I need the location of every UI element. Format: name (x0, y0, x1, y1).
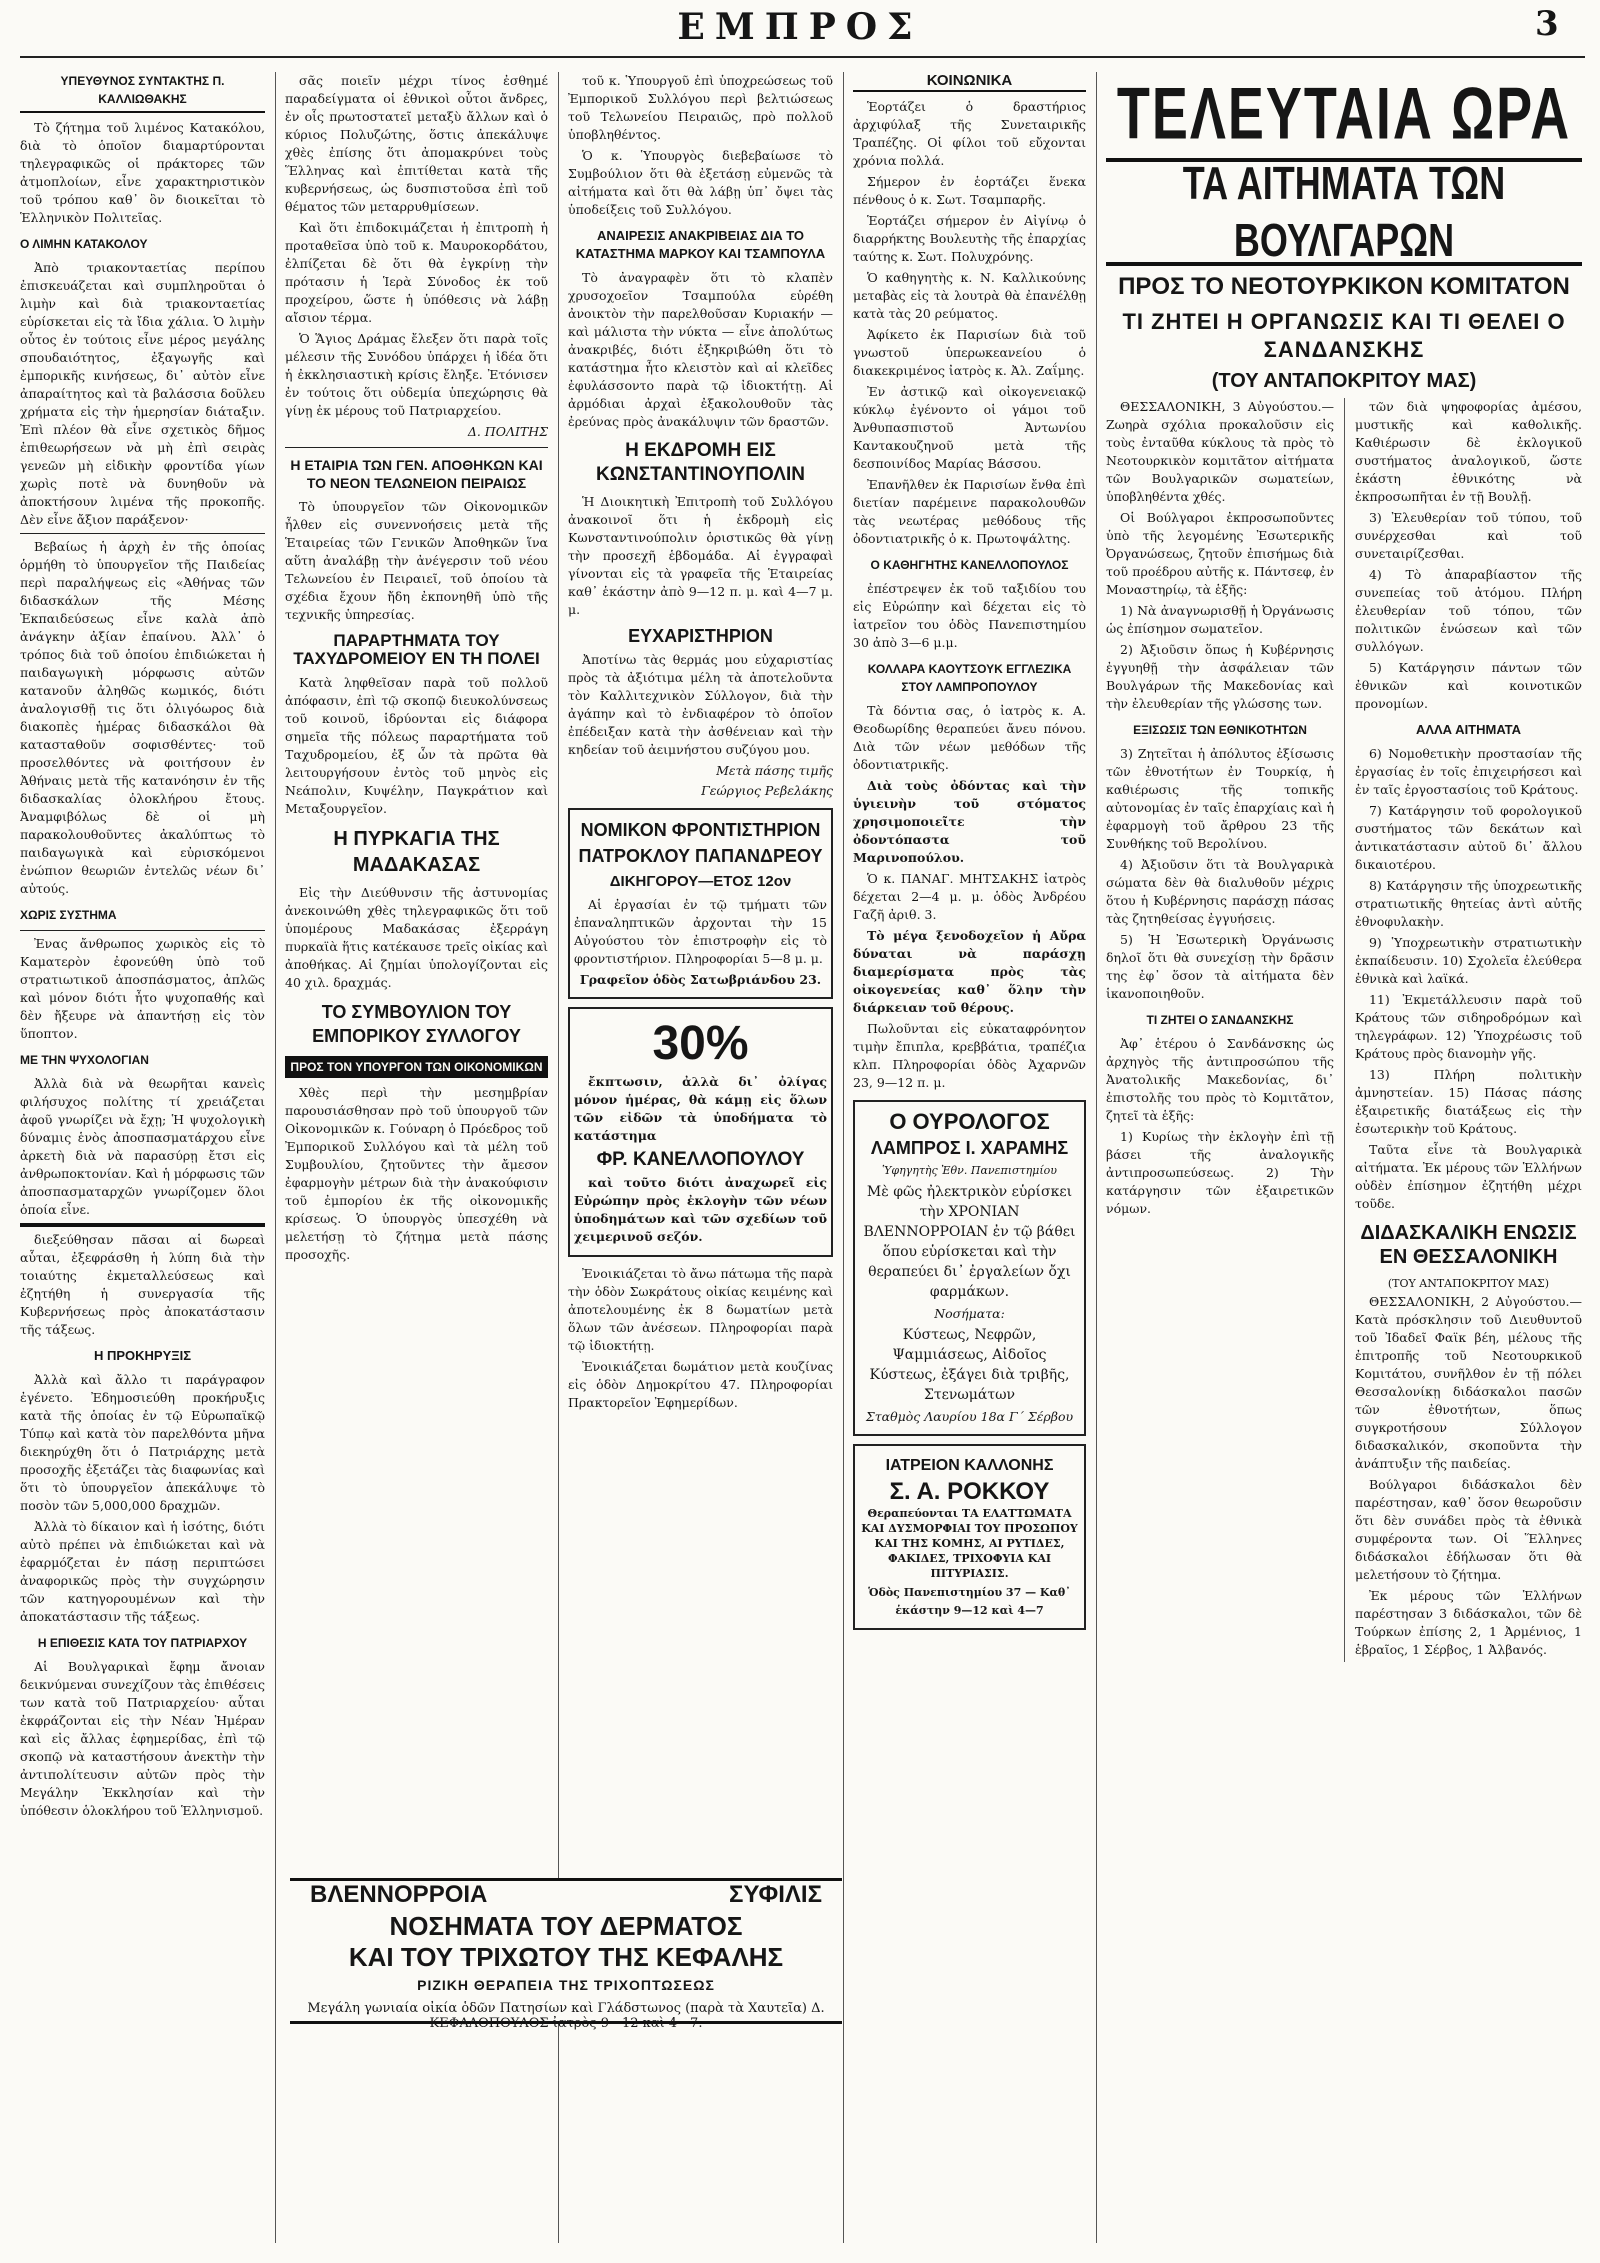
section-heading: Ο ΚΑΘΗΓΗΤΗΣ ΚΑΝΕΛΛΟΠΟΥΛΟΣ (870, 558, 1069, 572)
section-heading: ΑΛΛΑ ΑΙΤΗΜΑΤΑ (1415, 722, 1522, 737)
article-paragraph: Αἱ Βουλγαρικαὶ ἔφημ ἄνοιαν δεικνύμεναι συνεχίζουν τὰς ἐπιθέσεις των κατὰ τοῦ Πατριαρχείου· αὗται ἐκφράζονται εἰς τὴν Νέαν Ἡμέραν καὶ εἰς ἄλλας ἐφημερίδας, ἐπὶ τῷ σκοπῷ νὰ καταστήσουν ἀνεκτὴν τὴν ἀντιπολίτευσιν αὐτῶν πρὸς τὴν Μεγάλην Ἐκκλησίαν καὶ τὴν ὑπόθεσιν ὁλοκλήρου τοῦ Ἑλληνισμοῦ. (20, 1659, 265, 1818)
article-paragraph: 8) Κατάργησιν τῆς ὑποχρεωτικῆς στρατιωτικῆς θητείας ἀντὶ αὐτῆς ἐθνοφυλακὴν. (1354, 878, 1582, 929)
section-heading: ΔΙΔΑΣΚΑΛΙΚΗ ΕΝΩΣΙΣ ΕΝ ΘΕΣΣΑΛΟΝΙΚΗ (1360, 1222, 1577, 1268)
signature: Δ. ΠΟΛΙΤΗΣ (467, 424, 548, 439)
article-paragraph: Ἐνας ἄνθρωπος χωρικὸς εἰς τὸ Καματερὸν ἐφονεύθη ὑπὸ τοῦ στρατιωτικοῦ ἀποσπάσματος, ἀπλῶς καὶ μόνον διότι ἦτο ψυχοπαθής καὶ δὲν ἤξευρε νὰ ἀπαντήσῃ εἰς τὸν ὕποπτον. (20, 936, 265, 1041)
section-heading: ΚΟΛΛΑΡΑ ΚΑΟΥΤΣΟΥΚ ΕΓΓΛΕΖΙΚΑ ΣΤΟΥ ΛΑΜΠΡΟΠΟΥΛΟΥ (867, 662, 1072, 694)
column-5 (1106, 72, 1582, 2243)
correspondent-line: (ΤΟΥ ΑΝΤΑΠΟΚΡΙΤΟΥ ΜΑΣ) (1211, 370, 1477, 392)
section-heading: Η ΠΥΡΚΑΓΙΑ ΤΗΣ ΜΑΔΑΚΑΣΑΣ (333, 828, 500, 876)
social-item: Ἐπανῆλθεν ἐκ Παρισίων ἔνθα ἐπὶ διετίαν παρέμεινε παρακολουθῶν τὰς νεωτέρας μεθόδους τῆς ὀδοντιατρικῆς ὁ κ. Πρωτοψάλτης. (853, 477, 1086, 546)
article-paragraph: Ὁ κ. Ὑπουργὸς διεβεβαίωσε τὸ Συμβούλιον ὅτι θὰ ἐξετάσῃ εὐμενῶς τὰ αἰτήματα καὶ ὅτι θὰ λάβῃ ὑπ᾽ ὄψει τὰς ὑποδείξεις τοῦ Συλλόγου. (568, 148, 833, 217)
two-column-body (1106, 398, 1582, 1662)
article-paragraph: Ἀφ᾽ ἑτέρου ὁ Σανδάνσκης ὡς ἀρχηγὸς τῆς ἀντιπροσώπου τῆς Ἀνατολικῆς Μακεδονίας, δι᾽ ἐπιστολῆς του πρὸς τὸ Κομιτᾶτον, ζητεῖ τὰ ἑξῆς: (1106, 1036, 1334, 1123)
article-paragraph: διεξεύθησαν πᾶσαι αἱ δωρεαὶ αὗται, ἐξεφράσθη ἡ λύπη διὰ τὴν τοιαύτης ἐκμεταλλεύσεως καὶ ἐζητήθη ἡ συνεργασία τῆς Κυβερνήσεως πρὸς ἀποκατάστασιν τῆς τάξεως. (20, 1232, 265, 1337)
article-paragraph: Χθὲς περὶ τὴν μεσημβρίαν παρουσιάσθησαν πρὸ τοῦ ὑπουργοῦ τῶν Οἰκονομικῶν κ. Γούναρη ὁ Πρόεδρος τοῦ Ἐμπορικοῦ Συλλόγου καὶ τὰ μέλη τοῦ Συμβουλίου, ζητοῦντες τὴν ἄμεσον ἐφαρμογὴν μέτρων διὰ τὴν ἀνακούφισιν τοῦ ἐμπορίου ἐκ τῆς οἰκονομικῆς κρίσεως. Ὁ ὑπουργὸς ὑπεσχέθη νὰ μελετήσῃ τὸ ζήτημα μετὰ πάσης προσοχῆς. (285, 1085, 548, 1262)
section-heading: ΤΟ ΣΥΜΒΟΥΛΙΟΝ ΤΟΥ ΕΜΠΟΡΙΚΟΥ ΣΥΛΛΟΓΟΥ (312, 1002, 521, 1046)
main-headline: ΤΑ ΑΙΤΗΜΑΤΑ ΤΩΝ ΒΟΥΛΓΑΡΩΝ (1182, 156, 1506, 267)
ad-text: Μὲ φῶς ἠλεκτρικὸν εὑρίσκει τὴν ΧΡΟΝΙΑΝ ΒΛΕΝΝΟΡΡΟΙΑΝ ἐν τῷ βάθει ὅπου εὑρίσκεται καὶ τὴν θεραπεύει δι᾽ ἐργαλείων ὄχι φαρμάκων. (863, 1184, 1076, 1300)
article-paragraph: 4) Τὸ ἀπαραβίαστον τῆς συνεπείας τοῦ ἀτόμου. Πλήρη ἐλευθερίαν τοῦ τόπου, τῶν πολιτικῶν ἑνώσεων καὶ τῶν συλλόγων. (1354, 567, 1582, 654)
urologist-ad (853, 1100, 1086, 1436)
section-subheading: ΠΡΟΣ ΤΟΝ ΥΠΟΥΡΓΟΝ ΤΩΝ ΟΙΚΟΝΟΜΙΚΩΝ (285, 1056, 548, 1078)
divider (20, 533, 265, 534)
social-item: Σήμερον ἐν ἑορτάζει ἕνεκα πένθους ὁ κ. Σωτ. Τσαμπαρῆς. (853, 174, 1086, 207)
column-rule (275, 72, 276, 2243)
correspondent-line: (ΤΟΥ ΑΝΤΑΠΟΚΡΙΤΟΥ ΜΑΣ) (1387, 1277, 1550, 1290)
article-paragraph: Βεβαίως ἡ ἀρχὴ ἐν τῆς ὁποίας ὁρμήθη τὸ ὑπουργεῖον τῆς Παιδείας περὶ παραλήψεως εἰς «Ἀθήνας τῶν διδασκάλων τῆς Μέσης Ἐκπαιδεύσεως εἶνε καλὰ ἀπὸ ἀνάγκην ἀξίαν ἐπαίνου. Ἀλλ᾽ ὁ τρόπος διὰ τοῦ ὁποίου ἐπιδιώκεται ἡ παιδαγωγικὴ μόρφωσις αὐτῶν κατανοῦν ἀληθῶς κωμικός, διότι ἀναλογισθῇ τις ὅτι ὀλιγόωρος διὰ διακοπὲς ἡμέρας διδασκάλοι θὰ κατασταθοῦν σοφισθέντες· τοῦ προσελθόντες νὰ φοιτήσουν ἐν Ἀθήναις μετὰ τῆς κατανόησιν ἐν τῆς διδασκαλίας ὀλοκλήρου ἔτους. Ἀναμφιβόλως δὲ οἱ μὴ παρακολουθοῦντες ἀκαλύπτως τὸ παιδαγωγικὰ καὶ εὐρισκόμενοι ἐνώπιον θεωριῶν ἐντελῶς νέων δι᾽ αὐτούς. (20, 539, 265, 896)
body-left (1106, 398, 1334, 1662)
article-paragraph: Τὸ ὑπουργεῖον τῶν Οἰκονομικῶν ἦλθεν εἰς συνεννοήσεις μετὰ τῆς Ἑταιρείας τῶν Γενικῶν Ἀποθηκῶν ἵνα αὕτη ἀναλάβῃ τὴν ἀνέγερσιν τοῦ νέου Τελωνείου ἐν Πειραιεῖ, τοῦ ὁποίου τὰ σχέδια ἔχουν ἤδη ἐκπονηθῆ ὑπὸ τῆς τεχνικῆς ὑπηρεσίας. (285, 499, 548, 622)
side-heading: ΜΕ ΤΗΝ ΨΥΧΟΛΟΓΙΑΝ (20, 1053, 149, 1067)
ad-left-label: ΒΛΕΝΝΟΡΡΟΙΑ (310, 1881, 488, 1908)
ad-text: Κύστεως, Νεφρῶν, Ψαμμιάσεως, Αἰδοῖος Κύστεως, ἐξάγει διὰ τριβῆς, Στενωμάτων (869, 1327, 1070, 1403)
side-heading: ΧΩΡΙΣ ΣΥΣΤΗΜΑ (20, 908, 117, 922)
section-heading: ΕΞΙΣΩΣΙΣ ΤΩΝ ΕΘΝΙΚΟΤΗΤΩΝ (1133, 723, 1307, 737)
ad-text: ἔκπτωσιν, ἀλλὰ δι᾽ ὀλίγας μόνον ἡμέρας, θὰ κάμῃ εἰς ὅλων τῶν εἰδῶν τὰ ὑποδήματα τὸ κατάστημα (574, 1074, 827, 1143)
masthead-rule (20, 56, 1585, 58)
ad-subtitle: Ὑφηγητὴς Ἐθν. Πανεπιστημίου (882, 1164, 1057, 1177)
law-tutoring-ad (568, 808, 833, 999)
section-heading: ΤΙ ΖΗΤΕΙ Ο ΣΑΝΔΑΝΣΚΗΣ (1146, 1013, 1294, 1027)
article-paragraph: 9) Ὑποχρεωτικὴν στρατιωτικὴν ἐκπαίδευσιν. 10) Σχολεῖα ἐλεύθερα ἐθνικὰ καὶ λαϊκά. (1354, 935, 1582, 986)
ad-right-label: ΣΥΦΙΛΙΣ (729, 1881, 822, 1908)
article-paragraph: Ἐκ μέρους τῶν Ἑλλήνων παρέστησαν 3 διδάσκαλοι, τῶν δὲ Τούρκων ἐπίσης 2, 1 Ἀρμένιος, 1 ἑβραῖος, 1 Σέρβος, 1 Ἀλβανός. (1354, 1588, 1582, 1657)
article-paragraph: Ἀπὸ τριακονταετίας περίπου ἐπισκευάζεται καὶ συμπληροῦται ὁ λιμὴν καὶ διὰ τριακονταετίας εὑρίσκεται εἰς τὰ ἴδια χάλια. Ὁ λιμὴν οὗτος ἐν τούτοις εἶνε μέρος μεγάλης σπουδαιότητος, ἐξαγωγῆς καὶ ἐμπορικῆς κινήσεως, δι᾽ αὐτὸν εἶνε ἀπαραίτητος καὶ τὰ βαλάσσια δοῦλευ χρήματα εἰς τὴν ἡμερησίαν διάταξιν. Ἐπὶ πλέον θὰ εἶνε σχετικὸς δῆμος ἐπιθεωρήσεων νὰ μὴ ἐπὶ σειρὰς γενεῶν μὴ εἰδικὴν φροντίδα γίων χωρὶς ποτὲ νὰ δυνηθοῦν νὰ ἀποκτήσουν λιμένα τῆς προκοπῆς. Δὲν εἶνε ἄξιον παράξενον· (20, 260, 265, 527)
ad-title: ΚΑΙ ΤΟΥ ΤΡΙΧΩΤΟΥ ΤΗΣ ΚΕΦΑΛΗΣ (348, 1942, 784, 1972)
article-paragraph: Κατὰ ληφθεῖσαν παρὰ τοῦ πολλοῦ ἀπόφασιν, ἐπὶ τῷ σκοπῷ διευκολύνσεως τοῦ κοινοῦ, ἱδρύονται εἰς διάφορα σημεῖα τῆς πόλεως παραρτήματα τοῦ Ταχυδρομείου, ἐξ ὧν τὰ πρῶτα θὰ λειτουργήσουν ἐντὸς τοῦ μηνὸς εἰς Νεάπολιν, Κυψέλην, Παγκράτιον καὶ Μεταξουργεῖον. (285, 675, 548, 816)
article-paragraph: Ἀποτίνω τὰς θερμάς μου εὐχαριστίας πρὸς τὰ ἀξιότιμα μέλη τὰ ἀποτελοῦντα τὸν Καλλιτεχνικὸν Σύλλογον, διὰ τὴν ἀγάπην καὶ τὸ ἐνδιαφέρον τὸ ὁποῖον ἐπέδειξαν κατὰ τὴν ἀσθένειαν καὶ τὴν κηδείαν τοῦ ἀειμνήστου συζύγου μου. (568, 652, 833, 757)
ad-name: ΦΡ. ΚΑΝΕΛΛΟΠΟΥΛΟΥ (596, 1149, 805, 1170)
article-paragraph: Ταῦτα εἶνε τὰ Βουλγαρικὰ αἰτήματα. Ἐκ μέρους τῶν Ἑλλήνων οὐδὲν ἐπίσημον ἐζητήθη μέχρι τοῦδε. (1354, 1142, 1582, 1211)
ad-address: Μεγάλη γωνιαία οἰκία ὁδῶν Πατησίων καὶ Γλάδστωνος (παρὰ τὰ Χαυτεῖα) Δ. ΚΕΦΑΛΟΠΟΥΛΟΣ ἰατρὸς 9—12 καὶ 4—7. (307, 2001, 825, 2031)
ad-label: Νοσήματα: (934, 1306, 1005, 1321)
section-heading: Η ΕΚΔΡΟΜΗ ΕΙΣ ΚΩΝΣΤΑΝΤΙΝΟΥΠΟΛΙΝ (596, 440, 805, 485)
section-heading: Η ΕΤΑΙΡΙΑ ΤΩΝ ΓΕΝ. ΑΠΟΘΗΚΩΝ ΚΑΙ ΤΟ ΝΕΟΝ ΤΕΛΩΝΕΙΟΝ ΠΕΙΡΑΙΩΣ (290, 457, 543, 491)
divider (20, 930, 265, 931)
article-paragraph: Ἡ Διοικητικὴ Ἐπιτροπὴ τοῦ Συλλόγου ἀνακοινοῖ ὅτι ἡ ἐκδρομὴ εἰς Κωνσταντινούπολιν ὁριστικῶς θὰ γίνῃ τὴν προσεχῆ ἑβδομάδα. Αἱ ἐγγραφαὶ γίνονται εἰς τὰ γραφεῖα τῆς Ἑταιρείας καθ᾽ ἑκάστην ἀπὸ 9—12 π. μ. καὶ 4—7 μ. μ. (568, 494, 833, 617)
article-paragraph: 7) Κατάργησιν τοῦ φορολογικοῦ συστήματος τῶν δεκάτων καὶ ἀντικατάστασιν αὐτοῦ δι᾽ ἄλλου δικαιοτέρου. (1354, 803, 1582, 872)
column-rule (843, 72, 844, 2243)
section-heading: Η ΠΡΟΚΗΡΥΞΙΣ (93, 1348, 192, 1363)
social-item: Ὁ καθηγητὴς κ. Ν. Καλλικούνης μεταβὰς εἰς τὰ λουτρὰ θὰ ἐπανέλθῃ κατὰ τὰς 20 ρεύματος. (853, 270, 1086, 321)
ad-title: ΝΟΣΗΜΑΤΑ ΤΟΥ ΔΕΡΜΑΤΟΣ (389, 1911, 743, 1941)
article-paragraph: Βούλγαροι διδάσκαλοι δὲν παρέστησαν, καθ᾽ ὅσον θεωροῦσιν ὅτι δὲν συνάδει πρὸς τὰ ἐθνικὰ συμφέροντα των. Οἱ Ἕλληνες διδάσκαλοι ἐδήλωσαν ὅτι θὰ μελετήσουν τὸ ζήτημα. (1354, 1477, 1582, 1582)
ad-text: Αἱ ἐργασίαι ἐν τῷ τμήματι τῶν ἐπαναληπτικῶν ἀρχονται τὴν 15 Αὐγούστου τὸν ἐπιστροφὴν εἰς τὸ φροντιστήριον. Πληροφορίαι 5—8 μ. μ. (574, 897, 827, 966)
ad-address: Σταθμὸς Λαυρίου 18α Γ΄ Σέρβου (865, 1409, 1074, 1424)
ad-title: ΙΑΤΡΕΙΟΝ ΚΑΛΛΟΝΗΣ (885, 1457, 1054, 1474)
social-item: Ἐν ἀστικῷ καὶ οἰκογενειακῷ κύκλῳ ἐγένοντο οἱ γάμοι τοῦ Ἀνθυπασπιστοῦ Ἀντωνίου Καντακουζηνοῦ μετὰ τῆς δεσποινίδος Μαρίας Βάσσου. (853, 384, 1086, 471)
section-heading: ΠΑΡΑΡΤΗΜΑΤΑ ΤΟΥ ΤΑΧΥΔΡΟΜΕΙΟΥ ΕΝ ΤΗ ΠΟΛΕΙ (293, 631, 540, 668)
ad-subtitle: ΔΙΚΗΓΟΡΟΥ—ΕΤΟΣ 12ον (609, 873, 792, 890)
article-paragraph: 5) Ἡ Ἐσωτερικὴ Ὀργάνωσις δηλοῖ ὅτι θὰ συνεχίσῃ τὴν δρᾶσιν της ἐφ᾽ ὅσον τὰ αἰτήματα δὲν ἱκανοποιηθοῦν. (1106, 932, 1334, 1001)
inner-column-rule (1344, 398, 1345, 1662)
article-paragraph: Καὶ ὅτι ἐπιδοκιμάζεται ἡ ἐπιτροπὴ ἡ προταθεῖσα ὑπὸ τοῦ κ. Μαυροκορδάτου, ἐλπίζεται δὲ ὅτι θὰ ἐγκρίνῃ τὴν πρότασιν ἡ Ἱερὰ Σύνοδος ἐκ τοῦ προχείρου, ὥστε ἡ ὑπόθεσις νὰ λάβῃ αἴσιον τέρμα. (285, 220, 548, 325)
article-paragraph: Ἀλλὰ τὸ δίκαιον καὶ ἡ ἰσότης, διότι αὐτὸ πρέπει νὰ ἐπιδιώκεται καὶ νὰ ἐφαρμόζεται ἐν πάσῃ περιπτώσει ἀναφορικῶς πρὸς τὴν συγχώρησιν τῶν κατηγορουμένων καὶ τὴν ἀποκατάστασιν τῆς τάξεως. (20, 1519, 265, 1624)
section-heading: Η ΕΠΙΘΕΣΙΣ ΚΑΤΑ ΤΟΥ ΠΑΤΡΙΑΡΧΟΥ (37, 1636, 248, 1650)
article-paragraph: ΘΕΣΣΑΛΟΝΙΚΗ, 2 Αὐγούστου.—Κατὰ πρόσκλησιν τοῦ Διευθυντοῦ τοῦ Ἰδαδεῖ Φαϊκ βέη, μέλους τῆς ἐπιτροπῆς τοῦ Νεοτουρκικοῦ Κομιτάτου, συνῆλθον ἐν τῇ πόλει Θεσσαλονίκῃ διδάσκαλοι πασῶν τῶν ἐθνοτήτων, ὅπως συγκροτήσουν Σύλλογον διδασκαλικόν, σκοποῦντα τὴν ἀνάπτυξιν τῆς παιδείας. (1354, 1294, 1582, 1471)
sub-headline: ΠΡΟΣ ΤΟ ΝΕΟΤΟΥΡΚΙΚΟΝ ΚΟΜΙΤΑΤΟΝ (1118, 273, 1570, 300)
ad-text: καὶ τοῦτο διότι ἀναχωρεῖ εἰς Εὐρώπην πρὸς ἐκλογὴν τῶν νέων ὑποδημάτων καὶ τῶν σχεδίων τοῦ χειμερινοῦ σεζόν. (574, 1175, 827, 1244)
masthead (0, 0, 1600, 60)
article-paragraph: σᾶς ποιεῖν μέχρι τίνος ἐσθημέ παραδείγματα οἱ ἐθνικοὶ οὗτοι ἄνδρες, ἐν οἷς πρωτοστατεῖ μεταξὺ ἄλλων καὶ ὁ κύριος Πολυζώτης, ὅστις ἀπεκάλυψε χθὲς ἐπίσης ὅτι ἀπομακρύνει τοὺς Ἕλληνας καὶ ἐπιτίθεται κατὰ τῆς κυβερνήσεως, ὡς δυσπιστοῦσα ἐπὶ τοῦ θέματος τῶν μεταρρυθμίσεων. (285, 73, 548, 214)
article-paragraph: Οἱ Βούλγαροι ἐκπροσωποῦντες ὑπὸ τῆς λεγομένης Ἐσωτερικῆς Ὀργανώσεως, ζητοῦν ἐπισήμως διὰ τοῦ προέδρου αὐτῆς κ. Πάντσεφ, ἐν Μοναστηρίῳ, τὰ ἑξῆς: (1106, 510, 1334, 597)
ad-text: Θεραπεύονται ΤΑ ΕΛΑΤΤΩΜΑΤΑ ΚΑΙ ΔΥΣΜΟΡΦΙΑΙ ΤΟΥ ΠΡΟΣΩΠΟΥ ΚΑΙ ΤΗΣ ΚΟΜΗΣ, ΑΙ ΡΥΤΙΔΕΣ, ΦΑΚΙΔΕΣ, ΤΡΙΧΟΦΥΙΑ ΚΑΙ ΠΙΤΥΡΙΑΣΙΣ. (861, 1507, 1078, 1580)
signature: Μετὰ πάσης τιμῆς (716, 763, 833, 778)
divider (285, 447, 548, 448)
ad-address: Ὁδὸς Πανεπιστημίου 37 — Καθ᾽ ἑκάστην 9—12 καὶ 4—7 (868, 1586, 1071, 1617)
social-item: Ἀφίκετο ἐκ Παρισίων διὰ τοῦ γνωστοῦ ὑπερωκεανείου ὁ διακεκριμένος ἰατρὸς κ. Ἀλ. Ζαΐμης. (853, 327, 1086, 378)
page-number: 3 (1535, 4, 1559, 44)
social-item: Ἑορτάζει ὁ δραστήριος ἀρχιφύλαξ τῆς Συνεταιρικῆς Τραπέζης. Οἱ φίλοι τοῦ εὔχονται χρόνια πολλά. (853, 99, 1086, 168)
article-paragraph: 1) Νὰ ἀναγνωρισθῇ ἡ Ὀργάνωσις ὡς ἐπίσημον σωματεῖον. (1106, 603, 1334, 636)
section-heading: ΑΝΑΙΡΕΣΙΣ ΑΝΑΚΡΙΒΕΙΑΣ ΔΙΑ ΤΟ ΚΑΤΑΣΤΗΜΑ ΜΑΡΚΟΥ ΚΑΙ ΤΣΑΜΠΟΥΛΑ (575, 228, 826, 261)
ad-name: ΛΑΜΠΡΟΣ Ι. ΧΑΡΑΜΗΣ (870, 1138, 1069, 1158)
side-heading: Ο ΛΙΜΗΝ ΚΑΤΑΚΟΛΟΥ (20, 237, 148, 251)
article-paragraph: 4) Ἀξιοῦσιν ὅτι τὰ Βουλγαρικὰ σώματα δὲν θὰ διαλυθοῦν μέχρις ὅτου ἡ Κυβέρνησις παράσχῃ πάσας τὰς ζητηθείσας ἐγγυήσεις. (1106, 857, 1334, 926)
ad-subtitle: ΡΙΖΙΚΗ ΘΕΡΑΠΕΙΑ ΤΗΣ ΤΡΙΧΟΠΤΩΣΕΩΣ (417, 1977, 715, 1993)
discount-percent: 30% (652, 1017, 749, 1070)
newspaper-name: ΕΜΠΡΟΣ (677, 6, 923, 48)
social-item: Τὰ δόντια σας, ὁ ἰατρὸς κ. Α. Θεοδωρίδης θεραπεύει ἄνευ πόνου. Διὰ τῶν νέων μεθόδων τῆς ὀδοντιατρικῆς. (853, 703, 1086, 772)
article-paragraph: 3) Ἐλευθερίαν τοῦ τύπου, τοῦ συνέρχεσθαι καὶ τοῦ συνεταιρίζεσθαι. (1354, 510, 1582, 561)
article-paragraph: ΘΕΣΣΑΛΟΝΙΚΗ, 3 Αὐγούστου.—Ζωηρὰ σχόλια προκαλοῦσιν εἰς τοὺς ἐνταῦθα κύκλους τὰ πρὸς τὸ Νεοτουρκικὸν κομιτᾶτον αἰτήματα τῶν Βουλγαρικῶν σωματείων, ὑποβληθέντα χθές. (1106, 399, 1334, 504)
sub-headline: ΤΙ ΖΗΤΕΙ Η ΟΡΓΑΝΩΣΙΣ ΚΑΙ ΤΙ ΘΕΛΕΙ Ο ΣΑΝΔΑΝΣΚΗΣ (1122, 309, 1566, 362)
divider (20, 1223, 265, 1227)
article-paragraph: 1) Κυρίως τὴν ἐκλογὴν ἐπὶ τῇ βάσει τῆς ἀναλογικῆς ἀντιπροσωπεύσεως. 2) Τὴν κατάργησιν τῶν ἐξαιρετικῶν νόμων. (1106, 1129, 1334, 1216)
body-right (1355, 398, 1582, 1662)
article-paragraph: τῶν διὰ ψηφοφορίας ἀμέσου, μυστικῆς καὶ καθολικῆς. Καθιέρωσιν δὲ ἐκλογικοῦ συστήματος ἀναλογικοῦ, ὥστε ἑκάστη ἐθνικότης νὰ ἐκπροσωπῆται ἐν τῇ Βουλῇ. (1354, 399, 1582, 504)
article-paragraph: 13) Πλήρη πολιτικὴν ἀμνηστείαν. 15) Πάσας πάσης ἐξαιρετικῆς διατάξεως εἰς τὴν ἐσωτερικὴν τοῦ Κράτους. (1354, 1067, 1582, 1136)
last-hour-headline: ΤΕΛΕΥΤΑΙΑ ΩΡΑ (1116, 73, 1572, 155)
ad-top-row (290, 1881, 842, 1909)
signature: Γεώργιος Ρεβελάκης (701, 783, 833, 798)
column-1 (20, 72, 265, 2243)
ad-title: ΝΟΜΙΚΟΝ ΦΡΟΝΤΙΣΤΗΡΙΟΝ (580, 820, 821, 840)
social-item: Πωλοῦνται εἰς εὐκαταφρόνητον τιμὴν ἔπιπλα, κρεββάτια, τραπέζια κλπ. Πληροφορίαι ὁδὸς Ἀχαρνῶν 23, 9—12 π. μ. (853, 1021, 1086, 1090)
shoe-store-ad (568, 1007, 833, 1257)
social-item: Διὰ τοὺς ὀδόντας καὶ τὴν ὑγιεινὴν τοῦ στόματος χρησιμοποιεῖτε τὴν ὀδοντόπαστα τοῦ Μαρινοπούλου. (853, 778, 1086, 865)
article-paragraph: 5) Κατάργησιν πάντων τῶν ἐθνικῶν καὶ κοινοτικῶν προνομίων. (1354, 660, 1582, 711)
article-paragraph: 11) Ἐκμετάλλευσιν παρὰ τοῦ Κράτους τῶν σιδηροδρόμων καὶ τηλεγράφων. 12) Ὑποχρέωσις τοῦ Κράτους πρὸς διανομὴν γῆς. (1354, 992, 1582, 1061)
classified-ad: Ἐνοικιάζεται δωμάτιον μετὰ κουζίνας εἰς ὁδὸν Δημοκρίτου 47. Πληροφορίαι Πρακτορεῖον Ἐφημερίδων. (568, 1359, 833, 1410)
social-item: Ὁ κ. ΠΑΝΑΓ. ΜΗΤΣΑΚΗΣ ἰατρὸς δέχεται 2—4 μ. μ. ὁδὸς Ἀνδρέου Γαζῆ ἀριθ. 3. (853, 871, 1086, 922)
article-paragraph: Ἀλλὰ διὰ νὰ θεωρῆται κανεὶς φιλήσυχος πολίτης τί χρειάζεται ἀφοῦ γνωρίζει νὰ ἔχῃ; Ἡ ψυχολογικὴ δύναμις ἑνὸς ἀποσπασματάρχου εἶνε ἀρκετὴ διὰ νὰ παρασύρῃ ἔτσι εἰς ἀνθρωποκτονίαν. Καὶ ἡ μόρφωσις τῶν ἀποσπασματαρχῶν γνωρίζομεν ὅλοι ὁποία εἶνε. (20, 1076, 265, 1217)
ad-heading: Ο ΟΥΡΟΛΟΓΟΣ (889, 1109, 1050, 1134)
article-paragraph: τοῦ κ. Ὑπουργοῦ ἐπὶ ὑποχρεώσεως τοῦ Ἐμπορικοῦ Συλλόγου περὶ βελτιώσεως τοῦ Τελωνείου Πειραιῶς, πρὸ πολλοῦ ὑποβληθέντος. (568, 73, 833, 142)
social-item: Ἑορτάζει σήμερον ἐν Αἰγίνῳ ὁ διαρρήκτης Βουλευτὴς τῆς ἐπαρχίας ταύτης κ. Σωτ. Πολυχρόνης. (853, 213, 1086, 264)
social-item: Τὸ μέγα ξενοδοχεῖον ἡ Αὔρα δύναται νὰ παράσχῃ διαμερίσματα πρὸς τὰς οἰκογενείας καθ᾽ ὅλην τὴν διάρκειαν τοῦ θέρους. (853, 928, 1086, 1015)
dermatology-ad (290, 1878, 842, 2031)
social-item: ἐπέστρεψεν ἐκ τοῦ ταξιδίου του εἰς Εὐρώπην καὶ δέχεται εἰς τὸ ἰατρεῖον του ὁδὸς Πανεπιστημίου 30 ἀπὸ 3—6 μ.μ. (853, 581, 1086, 650)
article-paragraph: 6) Νομοθετικὴν προστασίαν τῆς ἐργασίας ἐν τοῖς ἐπιχειρήσεσι καὶ ἐν ταῖς ἐργοστασίοις τοῦ Κράτους. (1354, 746, 1582, 797)
column-4 (853, 72, 1086, 2243)
section-heading: ΚΟΙΝΩΝΙΚΑ (853, 72, 1086, 92)
article-paragraph: Τὸ ζήτημα τοῦ λιμένος Κατακόλου, διὰ τὸ ὁποῖον διαμαρτύρονται τηλεγραφικῶς οἱ πράκτορες τῶν ἀτμοπλοίων, εἶνε χαρακτηριστικὸν τοῦ τρόπου καθ᾽ ὃν διοικεῖται τὸ Ἑλληνικὸν Πολιτεῖας. (20, 120, 265, 225)
editor-byline: ΥΠΕΥΘΥΝΟΣ ΣΥΝΤΑΚΤΗΣ Π. ΚΑΛΛΙΩΘΑΚΗΣ (20, 72, 265, 113)
article-paragraph: 3) Ζητεῖται ἡ ἀπόλυτος ἐξίσωσις τῶν ἐθνοτήτων ἐν Τουρκίᾳ, ἡ καθιέρωσις τῆς τοπικῆς αὐτονομίας ἐν ταῖς ἐπαρχίαις καὶ ἡ ἐφαρμογὴ τοῦ ἄρθρου 23 τῆς Συνθήκης τοῦ Βερολίνου. (1106, 746, 1334, 851)
article-paragraph: 2) Ἀξιοῦσιν ὅπως ἡ Κυβέρνησις ἐγγυηθῇ τὴν ἀσφάλειαν τῶν Βουλγάρων τῆς Μακεδονίας καὶ τὴν ἐλευθερίαν τῆς γλώσσης των. (1106, 642, 1334, 711)
ad-address: Γραφεῖον ὁδὸς Σατωβριάνδου 23. (579, 972, 822, 987)
ad-name: ΠΑΤΡΟΚΛΟΥ ΠΑΠΑΝΔΡΕΟΥ (578, 846, 823, 866)
section-heading: ΕΥΧΑΡΙΣΤΗΡΙΟΝ (628, 626, 773, 646)
article-paragraph: Ὁ Ἅγιος Δράμας ἔλεξεν ὅτι παρὰ τοῖς μέλεσιν τῆς Συνόδου ὑπάρχει ἡ ἰδέα ὅτι ἡ ἐκκλησιαστικὴ κρίσις ἔληξε. Ἐτόνισεν ἐν τούτοις ὅτι οὐδεμία ὑπεχώρησις θὰ γίνῃ ἐκ μέρους τοῦ Πατριαρχείου. (285, 331, 548, 418)
article-paragraph: Τὸ ἀναγραφὲν ὅτι τὸ κλαπὲν χρυσοχοεῖον Τσαμπούλα εὑρέθη ἀνοικτὸν τὴν παρελθοῦσαν Κυριακήν — καὶ μάλιστα τὴν νύκτα — εἶνε ἀπολύτως ἀνακριβές, διότι ἐξηκριβώθη ὅτι τὸ κατάστημα ἦτο κλειστὸν καὶ αἱ κλεῖδες ἐφυλάσσοντο παρὰ τῷ ἰδιοκτήτῃ. Αἱ ἀρμόδιαι ἀρχαὶ ἐξακολουθοῦν τὰς ἐρεύνας πρὸς ἀνακάλυψιν τῶν δραστῶν. (568, 270, 833, 429)
article-paragraph: Εἰς τὴν Διεύθυνσιν τῆς ἀστυνομίας ἀνεκοινώθη χθὲς τηλεγραφικῶς ὅτι τοῦ ὑπομέρους Μαδακάσας ἐξερράγη πυρκαϊὰ ἥτις κατέκαυσε τρεῖς οἰκίας καὶ ἀποθήκας. Αἱ ζημίαι ὑπολογίζονται εἰς 40 χιλ. δραχμάς. (285, 885, 548, 990)
ad-name: Σ. Α. ΡΟΚΚΟΥ (889, 1478, 1050, 1505)
article-paragraph: Ἀλλὰ καὶ ἄλλο τι παράγραφον ἐγένετο. Ἐδημοσιεύθη προκήρυξις κατὰ τῆς ὁποίας ἐν τῷ Εὐρωπαϊκῷ Τύπῳ καὶ κατὰ τὸν παρελθόντα μῆνα διεκηρύχθη ὅτι ὁ Πατριάρχης μετὰ προσοχῆς ἐξετάζει τὰς διαφωνίας καὶ ὅτι τὸ ὑπουργεῖον ἀπεκάλυψε τὸ ποσὸν τῶν 5,000,000 δραχμῶν. (20, 1372, 265, 1513)
classified-ad: Ἐνοικιάζεται τὸ ἄνω πάτωμα τῆς παρὰ τὴν ὁδὸν Σωκράτους οἰκίας κειμένης καὶ ἀποτελουμένης ἐκ 8 δωματίων μετὰ ὅλων τῶν ἀνέσεων. Πληροφορίαι παρὰ τῷ ἰδιοκτήτῃ. (568, 1266, 833, 1353)
beauty-clinic-ad (853, 1444, 1086, 1630)
column-rule (1096, 72, 1097, 2243)
